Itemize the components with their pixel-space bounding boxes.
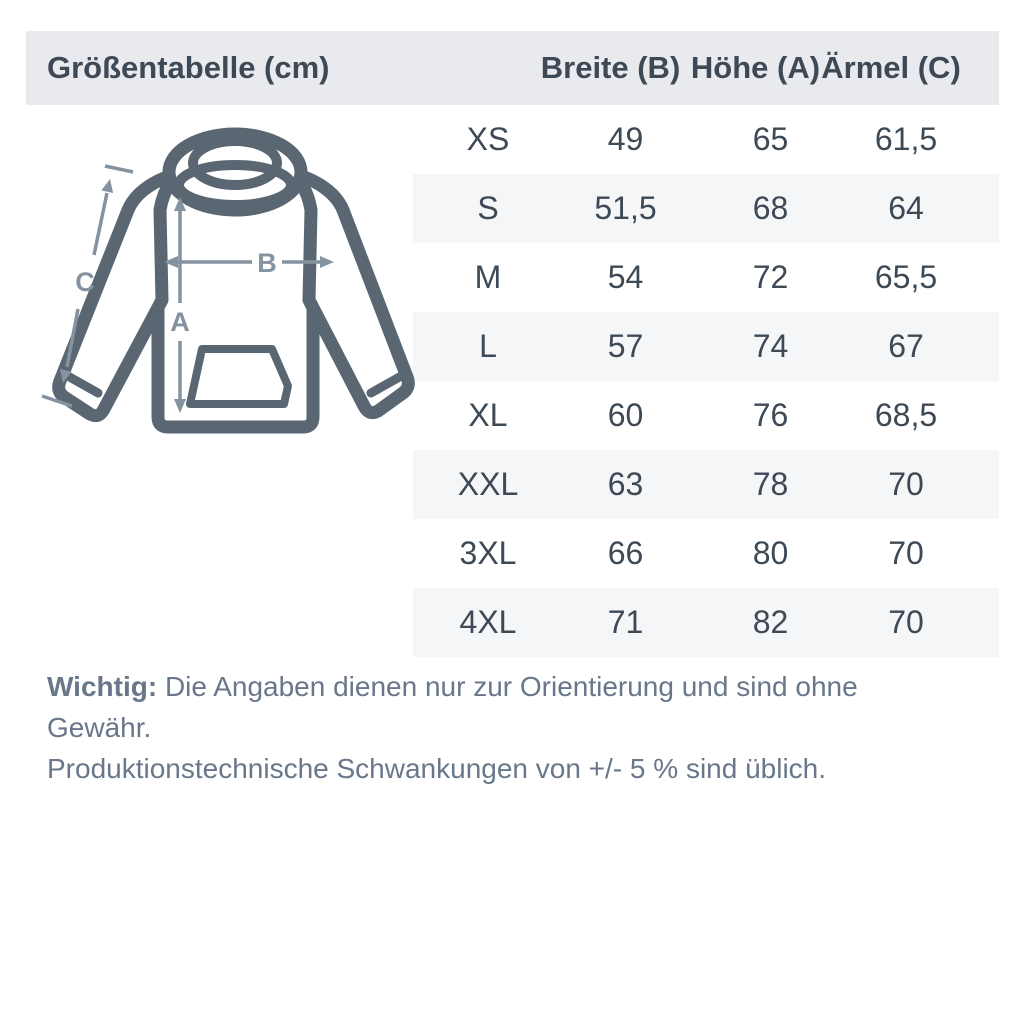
disclaimer-wichtig-label: Wichtig: [47,671,158,702]
dimension-a-label: A [170,307,190,337]
size-cell: M [474,259,502,295]
size-cell: 4XL [459,604,517,640]
disclaimer-line-2: Produktionstechnische Schwankungen von +/- 5 % sind üblich. [47,753,827,784]
aermel-cell: 64 [888,190,924,226]
aermel-cell: 61,5 [874,121,938,157]
column-header-aermel: Ärmel (C) [821,50,961,85]
hoodie-outline-icon [30,115,425,460]
breite-cell: 63 [607,466,644,502]
disclaimer-note [47,666,967,789]
breite-cell: 71 [607,604,644,640]
table-row [413,450,999,519]
breite-cell: 54 [607,259,644,295]
page-title: Größentabelle (cm) [47,50,330,85]
breite-cell: 66 [607,535,644,571]
aermel-cell: 70 [888,604,924,640]
breite-cell: 49 [607,121,644,157]
disclaimer-line-1-text: Die Angaben dienen nur zur Orientierung und sind ohne Gewähr. [47,671,858,743]
aermel-cell: 68,5 [874,397,938,433]
disclaimer-line-1 [47,666,967,748]
table-row [413,519,999,588]
size-cell: L [479,328,497,364]
size-cell: S [477,190,499,226]
table-row [413,105,999,174]
breite-cell: 51,5 [594,190,657,226]
pocket [190,349,288,404]
breite-cell: 60 [607,397,644,433]
hoehe-cell: 74 [752,328,789,364]
table-row [413,243,999,312]
size-cell: 3XL [459,535,517,571]
table-header-band [26,31,999,105]
table-row [413,381,999,450]
breite-cell: 57 [607,328,644,364]
dimension-b-label: B [257,248,277,278]
size-cell: XS [466,121,510,157]
column-header-breite: Breite (B) [540,50,681,85]
size-cell: XXL [457,466,519,502]
hoehe-cell: 72 [752,259,789,295]
aermel-cell: 70 [888,535,924,571]
hoodie-diagram [30,115,425,460]
size-cell: XL [468,397,508,433]
hoehe-cell: 80 [752,535,789,571]
dimension-c-label: C [75,267,95,297]
table-column-headers [398,31,961,105]
aermel-cell: 65,5 [874,259,938,295]
size-table [413,105,999,657]
hoehe-cell: 68 [752,190,789,226]
aermel-cell: 70 [888,466,924,502]
table-row [413,588,999,657]
table-row [413,312,999,381]
table-row [413,174,999,243]
column-header-spacer [398,31,548,105]
hoehe-cell: 65 [752,121,789,157]
aermel-cell: 67 [888,328,924,364]
hoehe-cell: 82 [752,604,789,640]
column-header-hoehe: Höhe (A) [690,50,821,85]
hoehe-cell: 78 [752,466,789,502]
hoehe-cell: 76 [752,397,789,433]
